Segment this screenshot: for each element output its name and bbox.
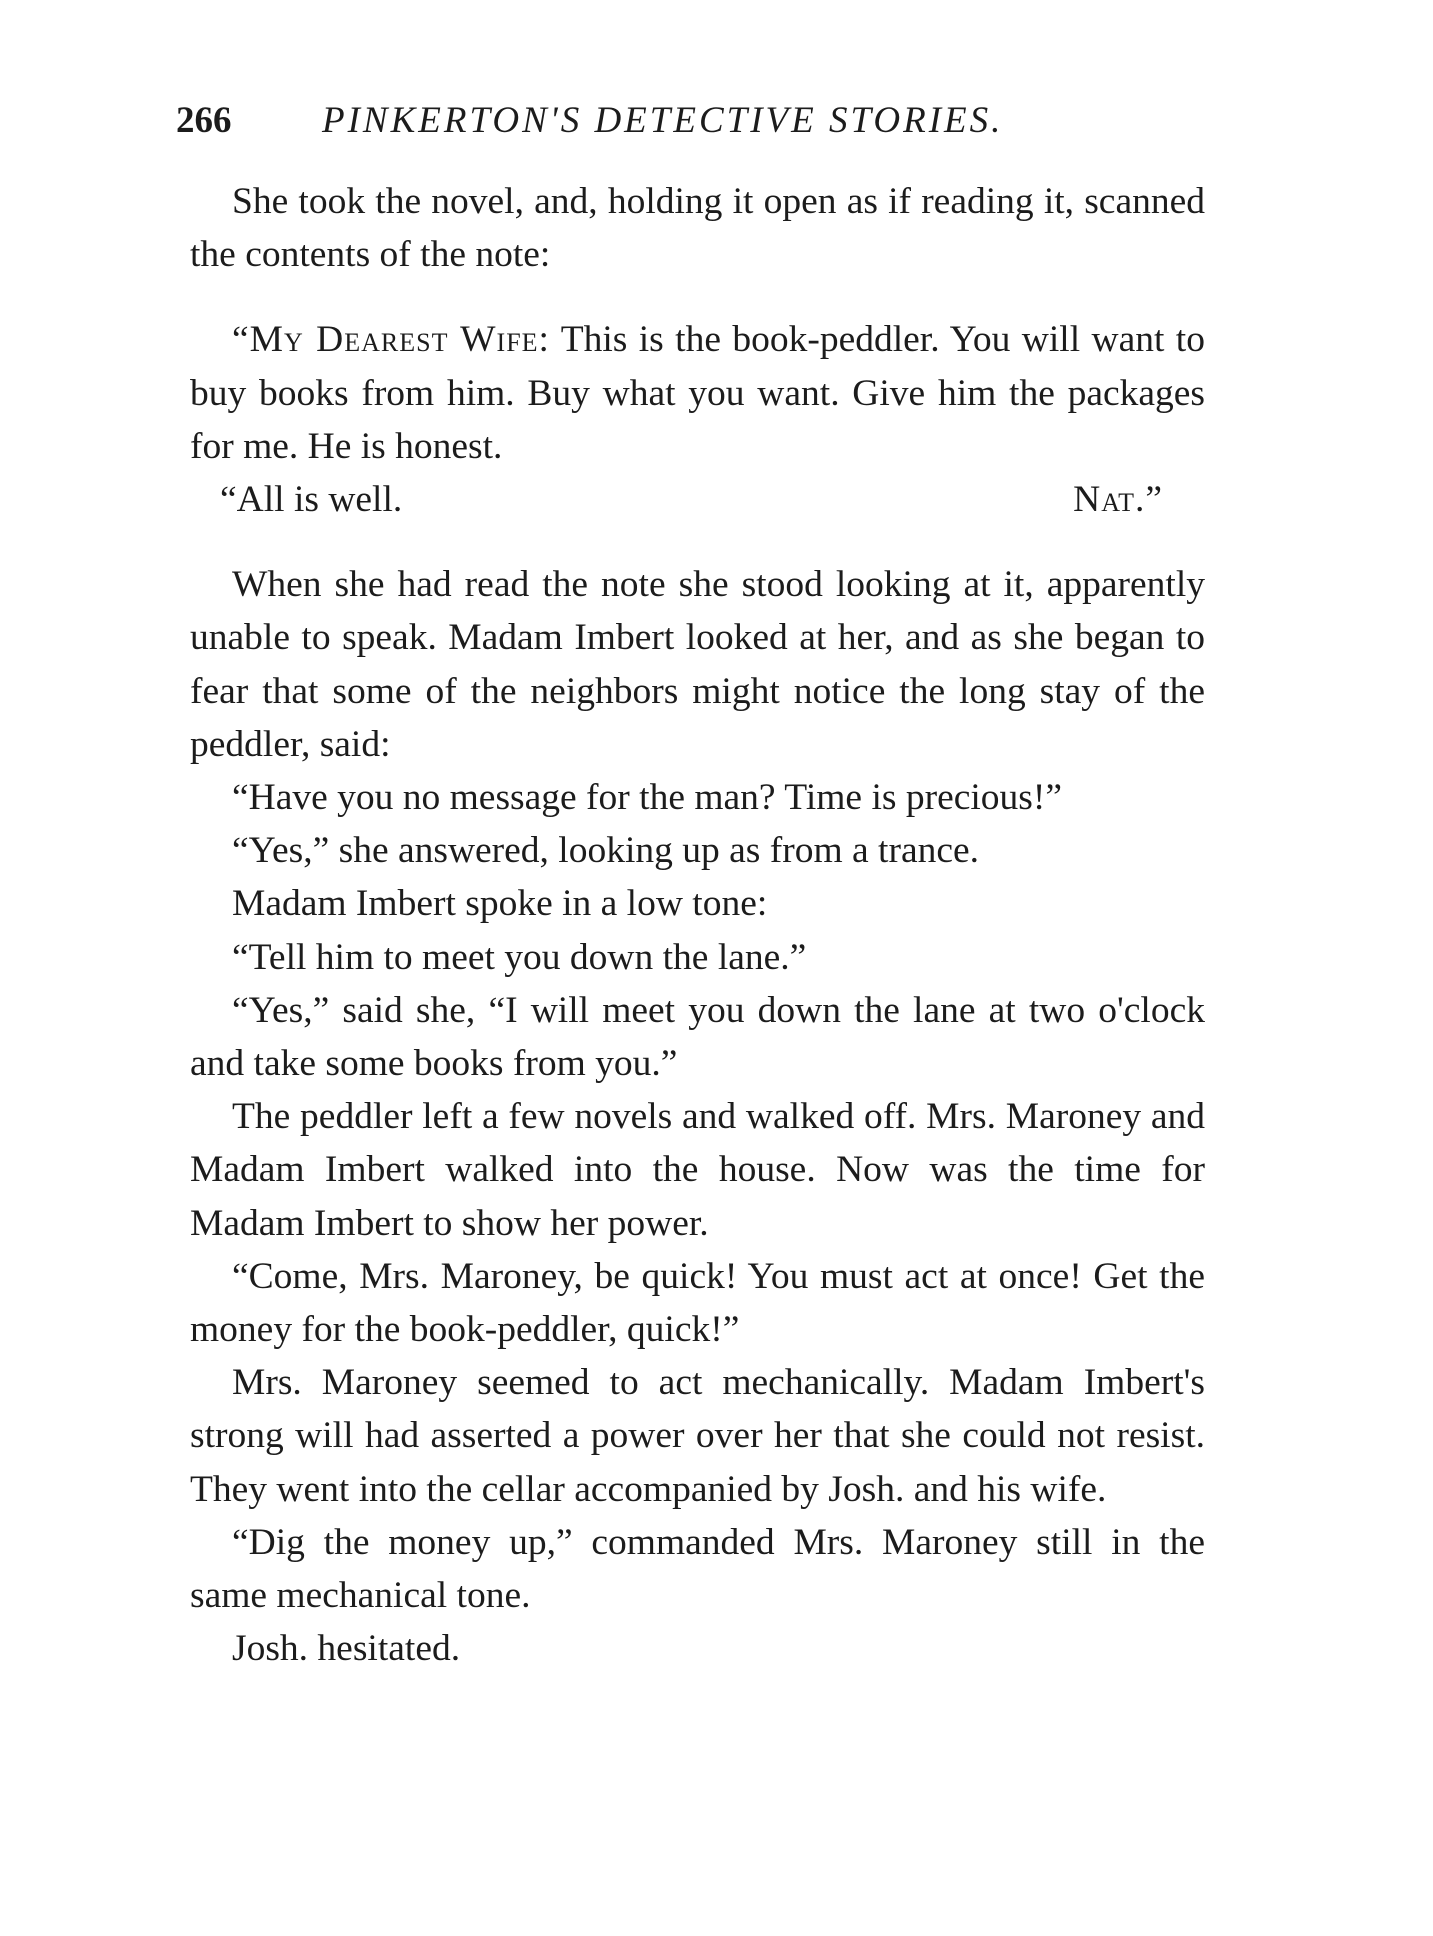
paragraph: “Dig the money up,” commanded Mrs. Maroney still in the same mechanical tone. bbox=[190, 1521, 1205, 1617]
letter-closing-line bbox=[190, 473, 1205, 526]
paragraph: “Yes,” said she, “I will meet you down the lane at two o'clock and take some books from you.” bbox=[190, 989, 1205, 1085]
paragraph: Josh. hesitated. bbox=[232, 1628, 461, 1670]
spacer bbox=[190, 526, 1205, 558]
letter-closing: “All is well. bbox=[220, 479, 403, 521]
paragraph: The peddler left a few novels and walked off. Mrs. Maroney and Madam Imbert walked into the house. Now was the time for Madam Imbert to show her power. bbox=[190, 1096, 1205, 1244]
paragraph: Mrs. Maroney seemed to act mechanically. Madam Imbert's strong will had asserted a power over her that she could not resist. They went into the cellar accompanied by Josh. and his wife. bbox=[190, 1362, 1205, 1510]
letter-salutation: “My Dearest Wife: bbox=[232, 319, 550, 361]
paragraph: “Come, Mrs. Maroney, be quick! You must act at once! Get the money for the book-peddler, quick!” bbox=[190, 1255, 1205, 1351]
page-number: 266 bbox=[176, 100, 232, 141]
letter-signature: Nat.” bbox=[1073, 479, 1163, 521]
page-header bbox=[176, 96, 1076, 146]
paragraph: Madam Imbert spoke in a low tone: bbox=[232, 883, 768, 925]
spacer bbox=[190, 281, 1205, 313]
paragraph: “Tell him to meet you down the lane.” bbox=[232, 936, 807, 978]
running-title: PINKERTON'S DETECTIVE STORIES. bbox=[322, 100, 1004, 141]
paragraph: “Have you no message for the man? Time is precious!” bbox=[232, 777, 1062, 819]
paragraph: “Yes,” she answered, looking up as from a trance. bbox=[232, 830, 980, 872]
letter-text bbox=[190, 313, 1205, 473]
letter-body: This is the book-peddler. You will want to buy books from him. Buy what you want. Give him the packages for me. He is honest. bbox=[190, 319, 1205, 467]
paragraph: She took the novel, and, holding it open as if reading it, scanned the contents of the note: bbox=[190, 181, 1205, 276]
paragraph: When she had read the note she stood looking at it, apparently unable to speak. Madam Imbert looked at her, and as she began to fear that some of the neighbors might notice the long stay of the peddler, said: bbox=[190, 564, 1205, 765]
body-text bbox=[190, 175, 1205, 1675]
